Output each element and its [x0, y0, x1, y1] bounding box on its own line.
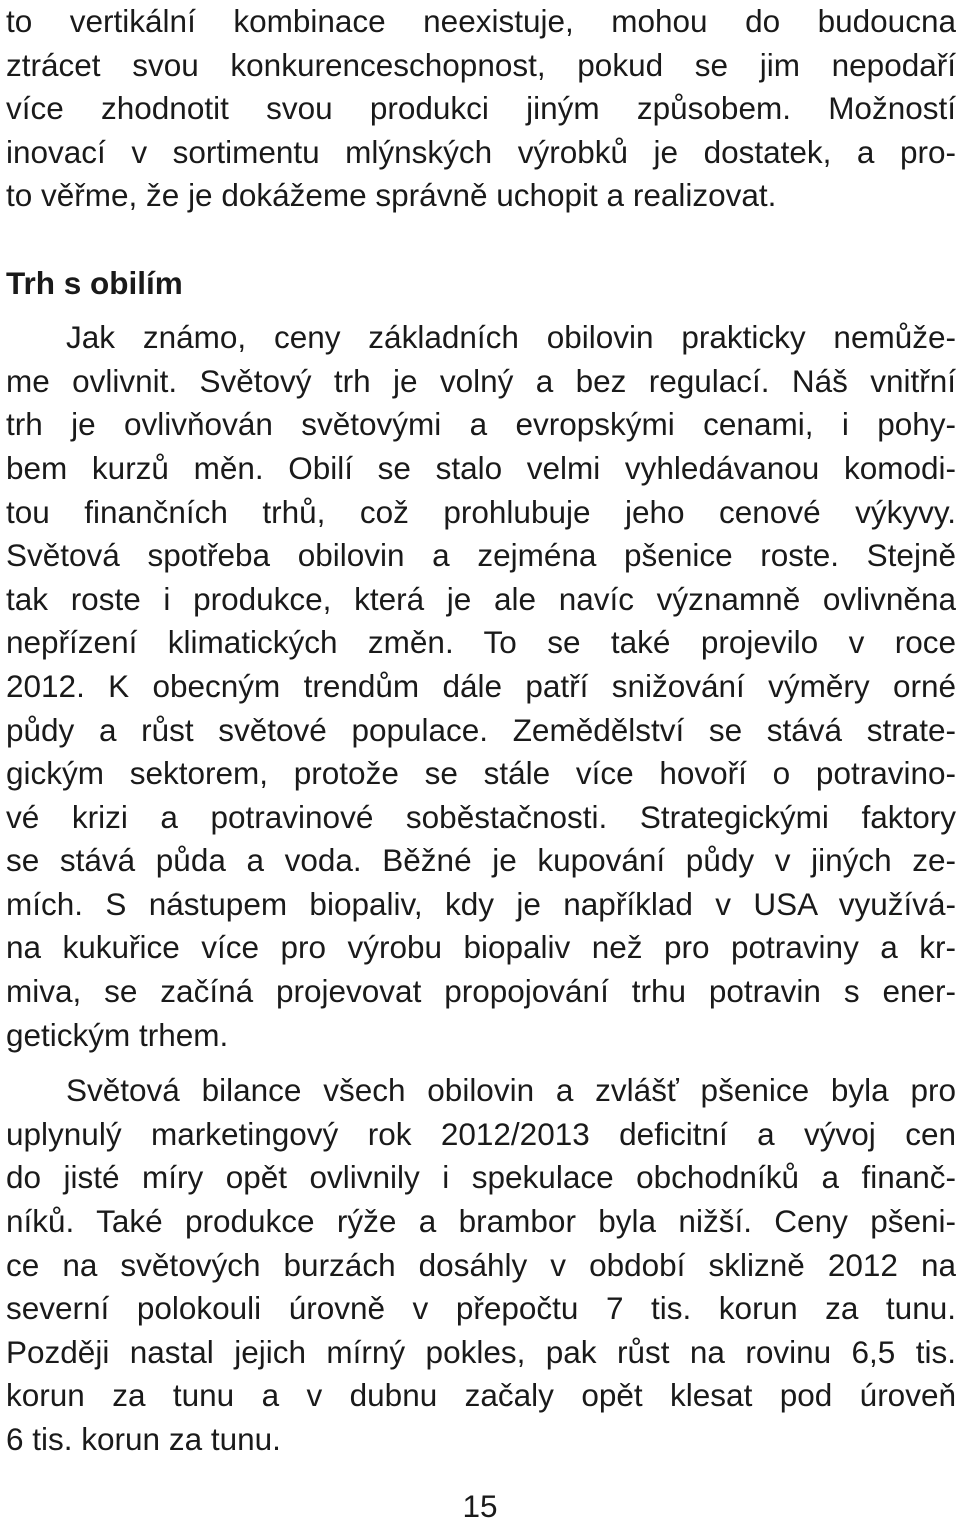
- intro-paragraph: [6, 0, 956, 218]
- text-line: severní polokouli úrovně v přepočtu 7 tis. korun za tunu.: [6, 1290, 956, 1327]
- text-line: Jak známo, ceny základních obilovin prakticky nemůže-: [66, 319, 956, 356]
- text-line: trh je ovlivňován světovými a evropskými cenami, i pohy-: [6, 406, 956, 443]
- text-line: nepřízení klimatických změn. To se také projevilo v roce: [6, 624, 956, 661]
- paragraph-market: [6, 316, 956, 1057]
- text-line: 2012. K obecným trendům dále patří snižování výměry orné: [6, 667, 956, 704]
- text-line: tak roste i produkce, která je ale navíc významně ovlivněna: [6, 580, 956, 617]
- text-line: tou finančních trhů, což prohlubuje jeho cenové výkyvy.: [6, 493, 956, 530]
- paragraph-world-balance: [6, 1069, 956, 1461]
- text-line: getickým trhem.: [6, 1016, 229, 1053]
- text-line: na kukuřice více pro výrobu biopaliv než pro potraviny a kr-: [6, 929, 956, 966]
- text-line: me ovlivnit. Světový trh je volný a bez regulací. Náš vnitřní: [6, 362, 956, 399]
- text-line: uplynulý marketingový rok 2012/2013 deficitní a vývoj cen: [6, 1115, 956, 1152]
- text-line: do jisté míry opět ovlivnily i spekulace obchodníků a finanč-: [6, 1159, 956, 1196]
- text-line: níků. Také produkce rýže a brambor byla nižší. Ceny pšeni-: [6, 1203, 956, 1240]
- text-line: více zhodnotit svou produkci jiným způsobem. Možností: [6, 90, 956, 127]
- text-line: bem kurzů měn. Obilí se stalo velmi vyhledávanou komodi-: [6, 449, 956, 486]
- section-heading: Trh s obilím: [6, 264, 183, 301]
- text-line: Světová bilance všech obilovin a zvlášť pšenice byla pro: [66, 1072, 956, 1109]
- text-line: mích. S nástupem biopaliv, kdy je například v USA využívá-: [6, 885, 956, 922]
- text-line: miva, se začíná projevovat propojování trhu potravin s ener-: [6, 973, 956, 1010]
- text-line: vé krizi a potravinové soběstačnosti. Strategickými faktory: [6, 798, 956, 835]
- page-number: 15: [462, 1488, 498, 1524]
- text-line: gickým sektorem, protože se stále více hovoří o potravino-: [6, 755, 956, 792]
- text-line: to věřme, že je dokážeme správně uchopit a realizovat.: [6, 177, 777, 214]
- text-line: Světová spotřeba obilovin a zejména pšenice roste. Stejně: [6, 537, 956, 574]
- text-line: Později nastal jejich mírný pokles, pak růst na rovinu 6,5 tis.: [6, 1333, 956, 1370]
- text-line: korun za tunu a v dubnu začaly opět klesat pod úroveň: [6, 1377, 956, 1414]
- text-line: to vertikální kombinace neexistuje, mohou do budoucna: [6, 3, 956, 39]
- text-line: se stává půda a voda. Běžné je kupování půdy v jiných ze-: [6, 842, 956, 879]
- document-page: [6, 0, 956, 1462]
- text-line: inovací v sortimentu mlýnských výrobků je dostatek, a pro-: [6, 133, 956, 170]
- text-line: ce na světových burzách dosáhly v období sklizně 2012 na: [6, 1246, 956, 1283]
- text-line: ztrácet svou konkurenceschopnost, pokud se jim nepodaří: [6, 46, 956, 83]
- text-line: půdy a růst světové populace. Zemědělství se stává strate-: [6, 711, 956, 748]
- text-line: 6 tis. korun za tunu.: [6, 1421, 281, 1457]
